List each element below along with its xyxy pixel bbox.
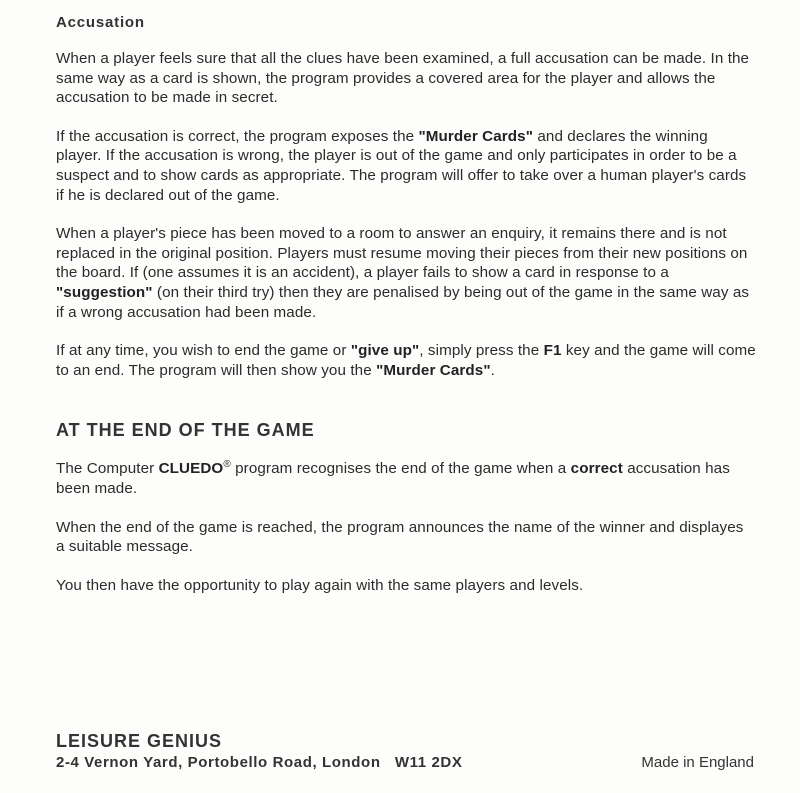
murder-cards-term: "Murder Cards" [418, 127, 534, 145]
footer [56, 731, 756, 771]
publisher-address: 2-4 Vernon Yard, Portobello Road, London W11 2DX [56, 754, 463, 771]
end-of-game-paragraph-2: When the end of the game is reached, the program announces the name of the winner and displayes a suitable message. [56, 518, 744, 556]
made-in-label: Made in England [641, 754, 754, 771]
murder-cards-term: "Murder Cards" [376, 361, 491, 379]
end-of-game-heading: AT THE END OF THE GAME [56, 420, 315, 441]
publisher-name: LEISURE GENIUS [56, 731, 223, 751]
page-content [56, 14, 756, 614]
accusation-paragraph-4: If at any time, you wish to end the game or "give up", simply press the F1 key and the game will come to an end. The program will then show you the "Murder Cards". [56, 342, 756, 379]
accusation-paragraph-2: If the accusation is correct, the program exposes the "Murder Cards" and declares the winning player. If the accusation is wrong, the player is out of the game and only participates in order to be a suspect and to show cards as appropriate. The program will offer to take over a human player's cards if he is declared out of the game. [56, 127, 747, 204]
footer-row [56, 754, 756, 771]
accusation-paragraph-1: When a player feels sure that all the clues have been examined, a full accusation can be made. In the same way as a card is shown, the program provides a covered area for the player and allows the accusation to be made in secret. [56, 50, 750, 107]
end-of-game-paragraph-3: You then have the opportunity to play again with the same players and levels. [56, 576, 584, 594]
accusation-heading: Accusation [56, 14, 145, 31]
cluedo-term: CLUEDO [158, 460, 224, 478]
end-of-game-paragraph-1: The Computer CLUEDO® program recognises the end of the game when a correct accusation has been made. [56, 459, 730, 497]
give-up-term: "give up" [350, 342, 420, 360]
f1-key-term: F1 [543, 342, 562, 360]
registered-mark: ® [223, 459, 231, 471]
accusation-paragraph-3: When a player's piece has been moved to a room to answer an enquiry, it remains there and is not replaced in the original position. Players must resume moving their pieces from their new positions on the board. If (one assumes it is an accident), a player fails to show a card in response to a "suggestion" (on their third try) then they are penalised by being out of the game in the same way as if a wrong accusation had been made. [56, 225, 750, 321]
correct-term: correct [570, 460, 623, 478]
suggestion-term: "suggestion" [56, 283, 153, 301]
